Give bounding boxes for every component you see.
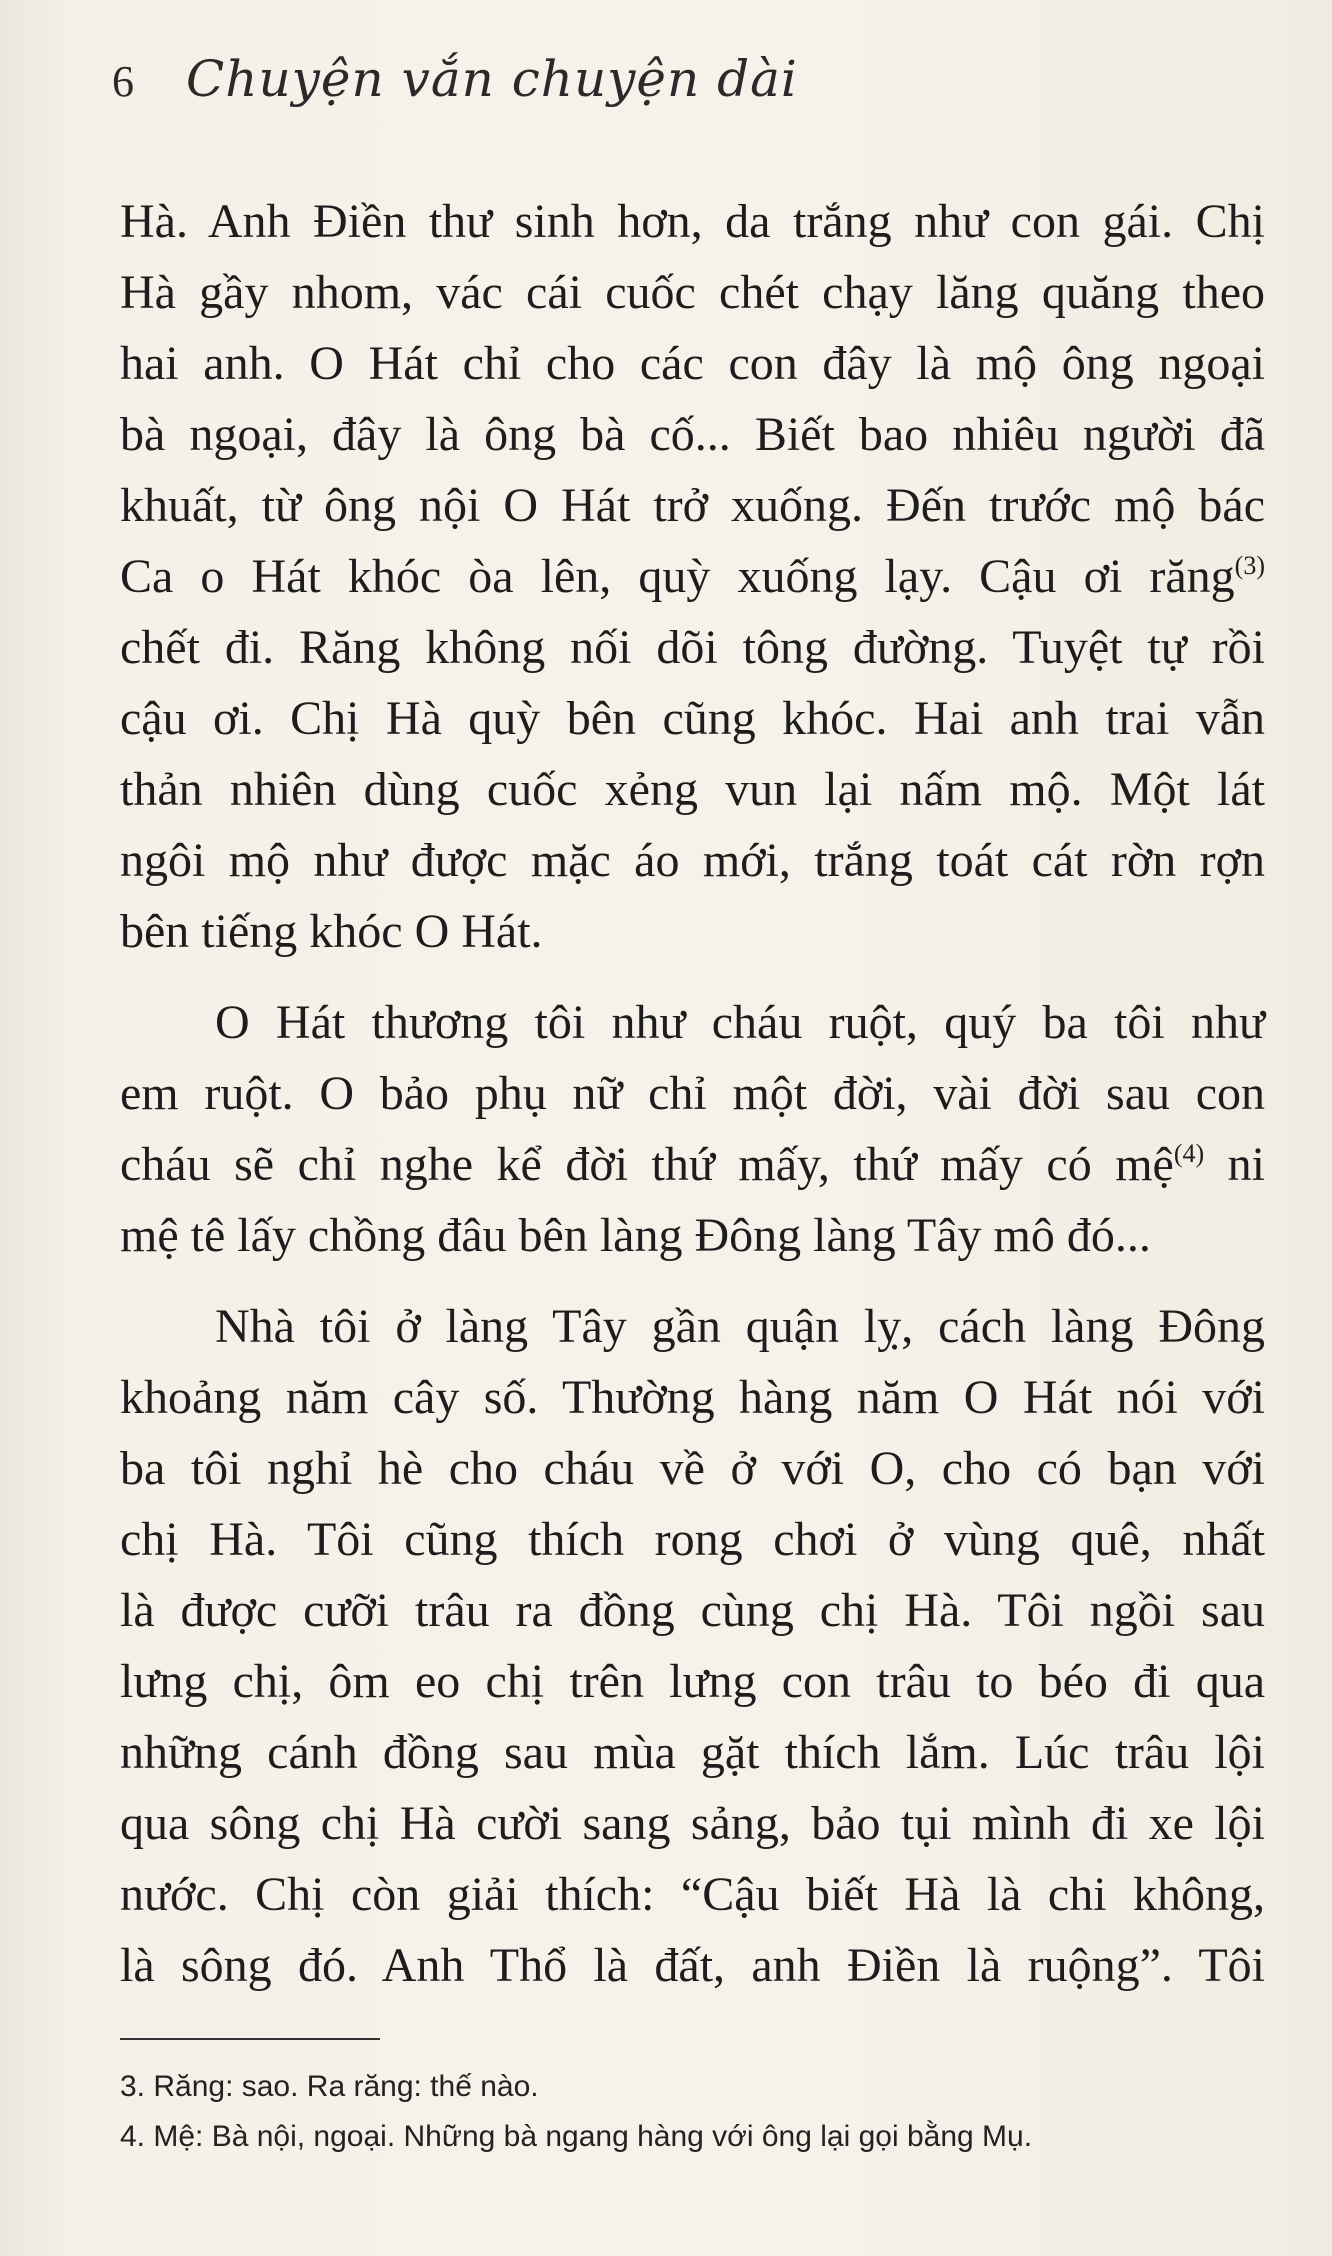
text-line [120,1129,1265,1200]
text-line: mệ tê lấy chồng đâu bên làng Đông làng Tây mô đó... [120,1209,1151,1262]
running-title: Chuyện vắn chuyện dài [186,50,798,108]
paragraph [120,987,1265,1271]
text-line: Nhà tôi ở làng Tây gần quận lỵ, cách làng Đông [215,1300,1265,1353]
text-line: chị Hà. Tôi cũng thích rong chơi ở vùng quê, nhất [120,1513,1265,1566]
text-line: chết đi. Răng không nối dõi tông đường. Tuyệt tự rồi [120,621,1265,674]
text-line: là sông đó. Anh Thổ là đất, anh Điền là ruộng”. Tôi [120,1939,1265,1992]
text-line: hai anh. O Hát chỉ cho các con đây là mộ ông ngoại [120,337,1265,390]
footnote-ref-4: (4) [1173,1139,1205,1168]
text-line: ngôi mộ như được mặc áo mới, trắng toát cát rờn rợn [120,834,1265,887]
text-line: Hà gầy nhom, vác cái cuốc chét chạy lăng quăng theo [120,266,1265,319]
page-number: 6 [112,57,134,106]
page-header [112,50,798,140]
text-line-content: Ca o Hát khóc òa lên, quỳ xuống lạy. Cậu ơi răng [120,550,1235,603]
footnote-3: 3. Răng: sao. Ra răng: thế nào. [120,2070,539,2103]
text-line [120,541,1265,612]
text-line: lưng chị, ôm eo chị trên lưng con trâu to béo đi qua [120,1655,1265,1708]
text-line: cậu ơi. Chị Hà quỳ bên cũng khóc. Hai anh trai vẫn [120,692,1265,745]
text-line: ba tôi nghỉ hè cho cháu về ở với O, cho có bạn với [120,1442,1265,1495]
text-line-content: ni [1204,1138,1266,1191]
text-line: bà ngoại, đây là ông bà cố... Biết bao nhiêu người đã [120,408,1265,461]
text-line: thản nhiên dùng cuốc xẻng vun lại nấm mộ. Một lát [120,763,1265,816]
footnote-4: 4. Mệ: Bà nội, ngoại. Những bà ngang hàng với ông lại gọi bằng Mụ. [120,2120,1033,2153]
text-line-content: cháu sẽ chỉ nghe kể đời thứ mấy, thứ mấy có mệ [120,1138,1174,1191]
text-line: khoảng năm cây số. Thường hàng năm O Hát nói với [120,1371,1265,1424]
text-line: những cánh đồng sau mùa gặt thích lắm. Lúc trâu lội [120,1726,1265,1779]
footnotes [120,2062,1260,2162]
paragraph [120,1291,1265,2001]
footnote-ref-3: (3) [1234,551,1265,580]
text-line: nước. Chị còn giải thích: “Cậu biết Hà là chi không, [120,1868,1265,1921]
text-line: Hà. Anh Điền thư sinh hơn, da trắng như con gái. Chị [120,195,1265,248]
text-line: bên tiếng khóc O Hát. [120,905,543,958]
paragraph [120,186,1265,967]
text-line: em ruột. O bảo phụ nữ chỉ một đời, vài đời sau con [120,1067,1265,1120]
text-line: khuất, từ ông nội O Hát trở xuống. Đến trước mộ bác [120,479,1265,532]
text-line: O Hát thương tôi như cháu ruột, quý ba tôi như [215,996,1265,1049]
footnote-divider [120,2038,380,2040]
text-line: qua sông chị Hà cười sang sảng, bảo tụi mình đi xe lội [120,1797,1265,1850]
text-line: là được cưỡi trâu ra đồng cùng chị Hà. Tôi ngồi sau [120,1584,1265,1637]
body-text [120,186,1265,2001]
